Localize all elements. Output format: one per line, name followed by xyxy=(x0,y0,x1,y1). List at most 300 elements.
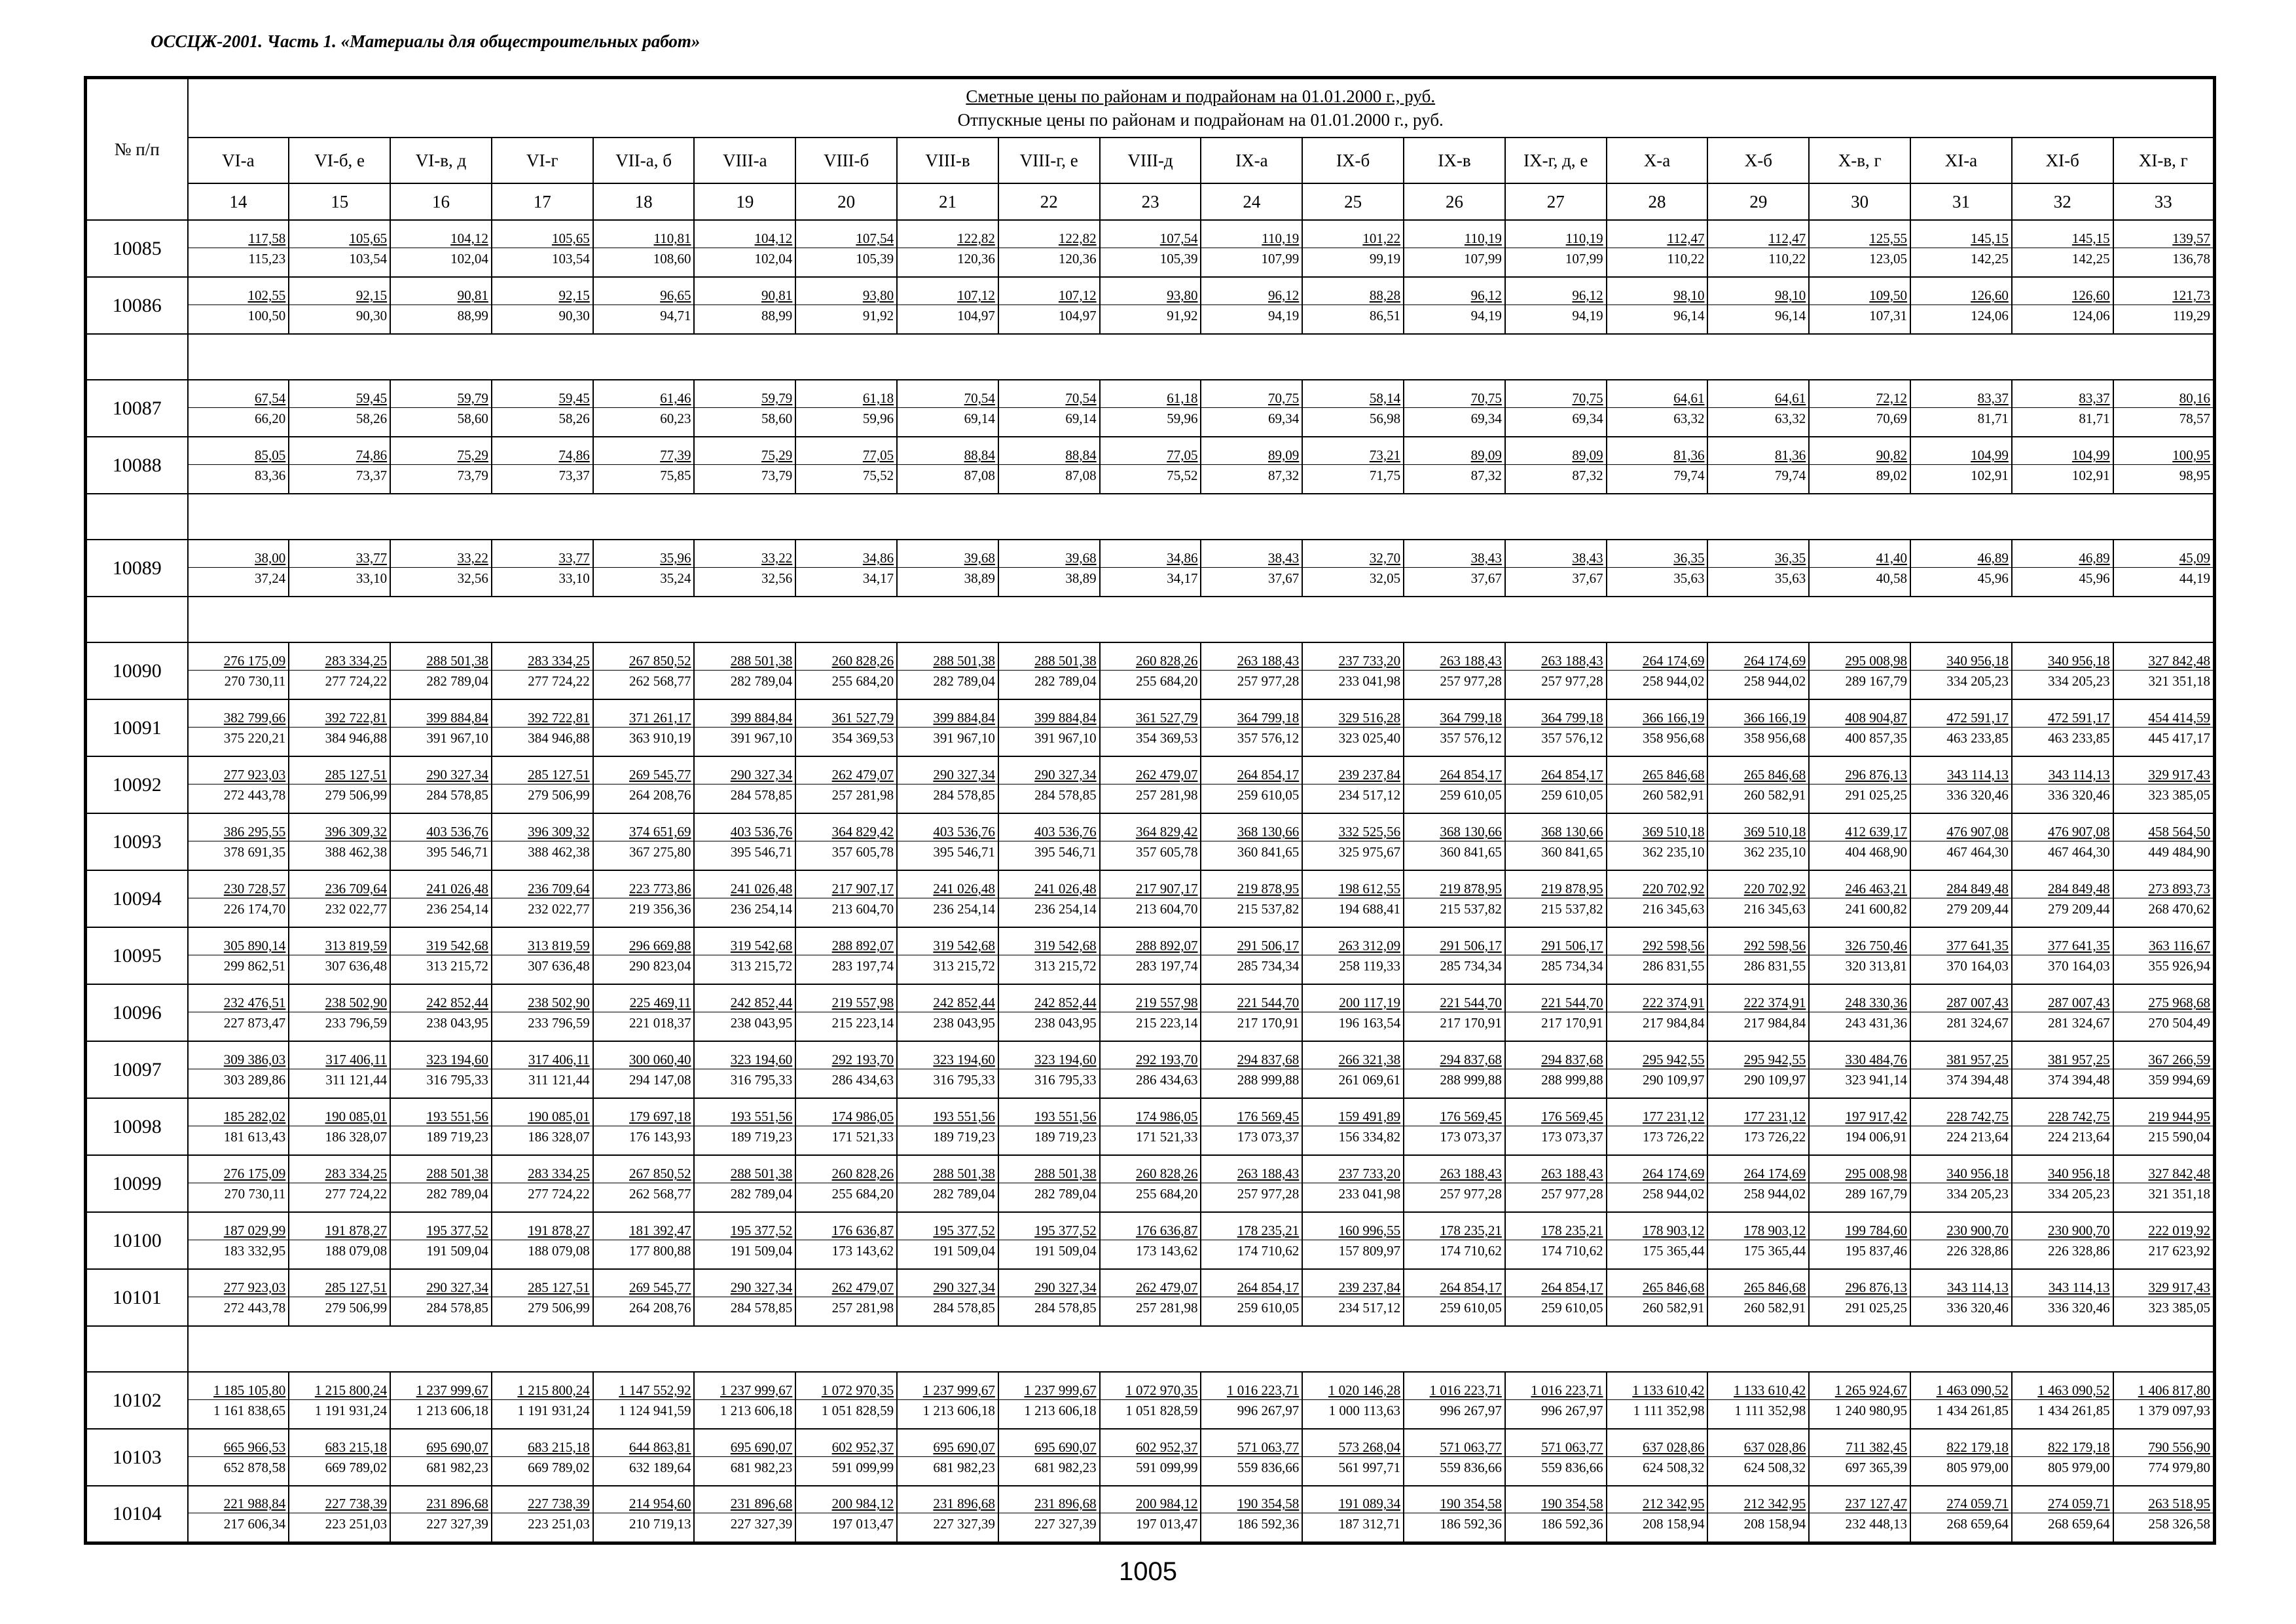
release-price: 257 977,28 xyxy=(1237,673,1300,689)
estimate-price: 340 956,18 xyxy=(2013,1163,2113,1183)
estimate-price: 377 641,35 xyxy=(1911,935,2011,955)
release-price: 290 823,04 xyxy=(629,958,691,974)
region-header: XI-б xyxy=(2012,138,2113,183)
release-price: 258 944,02 xyxy=(1743,673,1806,689)
release-price: 323 941,14 xyxy=(1845,1072,1908,1088)
price-cell xyxy=(1707,1269,1809,1326)
item-code: 10095 xyxy=(86,927,188,984)
price-cell xyxy=(998,1486,1100,1543)
estimate-price: 1 463 090,52 xyxy=(1911,1380,2011,1400)
region-header: IX-б xyxy=(1302,138,1404,183)
region-header: VI-б, е xyxy=(289,138,390,183)
price-cell xyxy=(1910,813,2012,870)
estimate-price: 212 342,95 xyxy=(1607,1493,1707,1513)
price-cell xyxy=(188,1429,289,1486)
estimate-price: 695 690,07 xyxy=(391,1437,491,1457)
estimate-price: 246 463,21 xyxy=(1810,878,1910,898)
price-cell xyxy=(1809,437,1910,494)
estimate-price: 264 174,69 xyxy=(1708,1163,1808,1183)
price-cell xyxy=(897,1372,998,1429)
release-price: 357 605,78 xyxy=(1135,844,1198,860)
estimate-price: 665 966,53 xyxy=(189,1437,289,1457)
price-cell xyxy=(289,699,390,756)
release-price: 59,96 xyxy=(862,411,894,426)
price-cell xyxy=(1505,1155,1607,1212)
price-cell xyxy=(2113,1429,2215,1486)
table-title-estimate: Сметные цены по районам и подрайонам на 01.01.2000 г., руб. xyxy=(966,86,1436,106)
release-price: 357 576,12 xyxy=(1237,730,1300,746)
estimate-price: 276 175,09 xyxy=(189,650,289,671)
estimate-price: 193 551,56 xyxy=(695,1106,795,1126)
release-price: 35,63 xyxy=(1775,570,1806,586)
estimate-price: 59,79 xyxy=(391,388,491,408)
estimate-price: 264 174,69 xyxy=(1607,1163,1707,1183)
item-code: 10096 xyxy=(86,984,188,1041)
estimate-price: 191 878,27 xyxy=(289,1220,390,1240)
estimate-price: 176 569,45 xyxy=(1201,1106,1302,1126)
price-cell xyxy=(1505,642,1607,699)
estimate-price: 260 828,26 xyxy=(796,650,896,671)
release-price: 213 604,70 xyxy=(831,901,894,917)
price-cell xyxy=(1505,1372,1607,1429)
release-price: 157 809,97 xyxy=(1338,1243,1401,1259)
estimate-price: 265 846,68 xyxy=(1708,764,1808,784)
price-cell xyxy=(1809,1098,1910,1155)
price-cell xyxy=(1100,699,1201,756)
estimate-price: 46,89 xyxy=(1911,547,2011,568)
release-price: 224 213,64 xyxy=(2048,1129,2110,1145)
estimate-price: 288 501,38 xyxy=(999,1163,1099,1183)
price-cell xyxy=(492,277,593,334)
price-cell xyxy=(1707,642,1809,699)
price-cell xyxy=(1302,1212,1404,1269)
estimate-price: 92,15 xyxy=(289,285,390,305)
table-title xyxy=(188,78,2215,138)
estimate-price: 343 114,13 xyxy=(2013,764,2113,784)
release-price: 87,08 xyxy=(964,468,995,483)
release-price: 260 582,91 xyxy=(1743,1300,1806,1316)
estimate-price: 109,50 xyxy=(1810,285,1910,305)
release-price: 208 158,94 xyxy=(1743,1516,1806,1532)
price-cell xyxy=(795,1372,897,1429)
estimate-price: 221 988,84 xyxy=(189,1493,289,1513)
price-cell xyxy=(694,1212,795,1269)
price-cell xyxy=(1100,540,1201,597)
release-price: 191 509,04 xyxy=(730,1243,793,1259)
estimate-price: 292 193,70 xyxy=(1101,1049,1201,1069)
estimate-price: 287 007,43 xyxy=(2013,992,2113,1012)
section-separator-row xyxy=(86,494,2215,540)
estimate-price: 408 904,87 xyxy=(1810,707,1910,728)
release-price: 98,95 xyxy=(2179,468,2210,483)
price-cell xyxy=(390,927,492,984)
release-price: 189 719,23 xyxy=(426,1129,488,1145)
price-cell xyxy=(1707,540,1809,597)
release-price: 279 506,99 xyxy=(528,787,590,803)
release-price: 313 215,72 xyxy=(1034,958,1097,974)
release-price: 232 022,77 xyxy=(325,901,388,917)
estimate-price: 228 742,75 xyxy=(2013,1106,2113,1126)
price-cell xyxy=(1100,1429,1201,1486)
price-cell xyxy=(1302,699,1404,756)
estimate-price: 112,47 xyxy=(1607,228,1707,248)
price-cell xyxy=(1607,1486,1708,1543)
release-price: 175 365,44 xyxy=(1743,1243,1806,1259)
price-cell xyxy=(2113,870,2215,927)
estimate-price: 89,09 xyxy=(1404,445,1504,465)
price-cell xyxy=(1302,813,1404,870)
price-cell xyxy=(390,380,492,437)
estimate-price: 323 194,60 xyxy=(695,1049,795,1069)
column-index-header: 18 xyxy=(593,183,695,220)
estimate-price: 61,18 xyxy=(1101,388,1201,408)
release-price: 286 434,63 xyxy=(1135,1072,1198,1088)
estimate-price: 110,81 xyxy=(594,228,694,248)
estimate-price: 1 237 999,67 xyxy=(391,1380,491,1400)
price-cell xyxy=(593,380,695,437)
release-price: 669 789,02 xyxy=(325,1460,388,1475)
release-price: 33,10 xyxy=(355,570,388,586)
estimate-price: 291 506,17 xyxy=(1404,935,1504,955)
release-price: 384 946,88 xyxy=(325,730,388,746)
release-price: 316 795,33 xyxy=(426,1072,488,1088)
estimate-price: 70,54 xyxy=(898,388,998,408)
price-cell xyxy=(795,1212,897,1269)
price-cell xyxy=(1809,699,1910,756)
release-price: 291 025,25 xyxy=(1845,1300,1908,1316)
price-cell xyxy=(188,699,289,756)
price-cell xyxy=(1201,380,1302,437)
estimate-price: 242 852,44 xyxy=(391,992,491,1012)
estimate-price: 176 636,87 xyxy=(1101,1220,1201,1240)
release-price: 282 789,04 xyxy=(426,1186,488,1202)
estimate-price: 283 334,25 xyxy=(289,1163,390,1183)
price-cell xyxy=(390,642,492,699)
estimate-price: 77,39 xyxy=(594,445,694,465)
estimate-price: 107,12 xyxy=(999,285,1099,305)
release-price: 88,99 xyxy=(457,308,488,323)
separator-cell xyxy=(188,334,2215,380)
price-cell xyxy=(593,1429,695,1486)
price-cell xyxy=(492,699,593,756)
release-price: 107,31 xyxy=(1869,308,1908,323)
price-cell xyxy=(694,870,795,927)
estimate-price: 193 551,56 xyxy=(898,1106,998,1126)
item-code: 10086 xyxy=(86,277,188,334)
estimate-price: 368 130,66 xyxy=(1506,821,1606,841)
estimate-price: 364 829,42 xyxy=(796,821,896,841)
price-cell xyxy=(2113,1155,2215,1212)
estimate-price: 217 907,17 xyxy=(796,878,896,898)
release-price: 70,69 xyxy=(1876,411,1908,426)
column-index-header: 27 xyxy=(1505,183,1607,220)
price-cell xyxy=(998,380,1100,437)
column-index-header: 22 xyxy=(998,183,1100,220)
release-price: 652 878,58 xyxy=(223,1460,286,1475)
release-price: 227 327,39 xyxy=(730,1516,793,1532)
price-cell xyxy=(897,813,998,870)
price-cell xyxy=(188,1486,289,1543)
table-row xyxy=(86,813,2215,870)
estimate-price: 232 476,51 xyxy=(189,992,289,1012)
release-price: 238 043,95 xyxy=(426,1015,488,1031)
price-cell xyxy=(1707,927,1809,984)
estimate-price: 222 019,92 xyxy=(2114,1220,2213,1240)
estimate-price: 296 876,13 xyxy=(1810,764,1910,784)
price-cell xyxy=(1100,1486,1201,1543)
price-cell xyxy=(289,540,390,597)
release-price: 290 109,97 xyxy=(1642,1072,1705,1088)
price-cell xyxy=(1809,1155,1910,1212)
estimate-price: 221 544,70 xyxy=(1404,992,1504,1012)
estimate-price: 317 406,11 xyxy=(492,1049,592,1069)
release-price: 189 719,23 xyxy=(1034,1129,1097,1145)
release-price: 75,85 xyxy=(660,468,691,483)
price-cell xyxy=(1302,870,1404,927)
estimate-price: 88,84 xyxy=(999,445,1099,465)
estimate-price: 36,35 xyxy=(1708,547,1808,568)
estimate-price: 265 846,68 xyxy=(1607,1277,1707,1297)
price-cell xyxy=(289,277,390,334)
estimate-price: 220 702,92 xyxy=(1607,878,1707,898)
price-cell xyxy=(1607,1269,1708,1326)
estimate-price: 330 484,76 xyxy=(1810,1049,1910,1069)
estimate-price: 295 008,98 xyxy=(1810,1163,1910,1183)
release-price: 174 710,62 xyxy=(1237,1243,1300,1259)
release-price: 681 982,23 xyxy=(933,1460,995,1475)
release-price: 255 684,20 xyxy=(1135,673,1198,689)
estimate-price: 294 837,68 xyxy=(1506,1049,1606,1069)
estimate-price: 296 669,88 xyxy=(594,935,694,955)
price-cell xyxy=(390,756,492,813)
release-price: 173 073,37 xyxy=(1440,1129,1502,1145)
estimate-price: 96,65 xyxy=(594,285,694,305)
price-cell xyxy=(1707,870,1809,927)
release-price: 358 956,68 xyxy=(1642,730,1705,746)
release-price: 1 191 931,24 xyxy=(314,1403,388,1418)
release-price: 591 099,99 xyxy=(831,1460,894,1475)
estimate-price: 177 231,12 xyxy=(1708,1106,1808,1126)
price-cell xyxy=(1607,1155,1708,1212)
estimate-price: 101,22 xyxy=(1303,228,1403,248)
estimate-price: 77,05 xyxy=(1101,445,1201,465)
release-price: 189 719,23 xyxy=(730,1129,793,1145)
estimate-price: 264 854,17 xyxy=(1404,764,1504,784)
release-price: 281 324,67 xyxy=(2048,1015,2110,1031)
release-price: 277 724,22 xyxy=(528,673,590,689)
release-price: 59,96 xyxy=(1167,411,1198,426)
price-cell xyxy=(998,927,1100,984)
release-price: 257 977,28 xyxy=(1541,673,1603,689)
estimate-price: 34,86 xyxy=(1101,547,1201,568)
release-price: 105,39 xyxy=(856,251,894,267)
estimate-price: 263 188,43 xyxy=(1506,650,1606,671)
estimate-price: 369 510,18 xyxy=(1607,821,1707,841)
separator-cell xyxy=(86,1326,188,1372)
price-cell xyxy=(1607,813,1708,870)
release-price: 191 509,04 xyxy=(426,1243,488,1259)
estimate-price: 290 327,34 xyxy=(391,764,491,784)
price-cell xyxy=(1505,699,1607,756)
estimate-price: 327 842,48 xyxy=(2114,1163,2213,1183)
region-header: X-а xyxy=(1607,138,1708,183)
price-cell xyxy=(1607,870,1708,927)
table-row xyxy=(86,1269,2215,1326)
price-cell xyxy=(1302,642,1404,699)
price-cell xyxy=(2113,1212,2215,1269)
price-cell xyxy=(694,277,795,334)
price-cell xyxy=(1201,1041,1302,1098)
estimate-price: 1 265 924,67 xyxy=(1810,1380,1910,1400)
release-price: 194 006,91 xyxy=(1845,1129,1908,1145)
item-code: 10091 xyxy=(86,699,188,756)
release-price: 94,19 xyxy=(1268,308,1300,323)
price-cell xyxy=(2113,984,2215,1041)
estimate-price: 277 923,03 xyxy=(189,1277,289,1297)
estimate-price: 288 501,38 xyxy=(695,650,795,671)
estimate-price: 61,46 xyxy=(594,388,694,408)
release-price: 370 164,03 xyxy=(2048,958,2110,974)
release-price: 236 254,14 xyxy=(1034,901,1097,917)
release-price: 174 710,62 xyxy=(1541,1243,1603,1259)
estimate-price: 105,65 xyxy=(289,228,390,248)
price-cell xyxy=(188,870,289,927)
release-price: 188 079,08 xyxy=(528,1243,590,1259)
price-cell xyxy=(593,1212,695,1269)
release-price: 63,32 xyxy=(1775,411,1806,426)
release-price: 1 051 828,59 xyxy=(1125,1403,1198,1418)
release-price: 288 999,88 xyxy=(1440,1072,1502,1088)
release-price: 1 213 606,18 xyxy=(720,1403,793,1418)
price-cell xyxy=(188,1098,289,1155)
release-price: 37,67 xyxy=(1268,570,1300,586)
release-price: 255 684,20 xyxy=(831,673,894,689)
price-cell xyxy=(1809,1372,1910,1429)
price-cell xyxy=(1201,1372,1302,1429)
price-cell xyxy=(2012,277,2113,334)
price-cell xyxy=(1607,984,1708,1041)
estimate-price: 112,47 xyxy=(1708,228,1808,248)
release-price: 774 979,80 xyxy=(2148,1460,2210,1475)
release-price: 40,58 xyxy=(1876,570,1908,586)
release-price: 277 724,22 xyxy=(325,1186,388,1202)
release-price: 697 365,39 xyxy=(1845,1460,1908,1475)
release-price: 171 521,33 xyxy=(1135,1129,1198,1145)
estimate-price: 75,29 xyxy=(695,445,795,465)
estimate-price: 33,77 xyxy=(492,547,592,568)
price-cell xyxy=(795,870,897,927)
release-price: 87,32 xyxy=(1572,468,1603,483)
estimate-price: 1 406 817,80 xyxy=(2114,1380,2213,1400)
release-price: 279 209,44 xyxy=(1946,901,2009,917)
price-cell xyxy=(2113,380,2215,437)
estimate-price: 190 085,01 xyxy=(492,1106,592,1126)
price-cell xyxy=(2012,699,2113,756)
estimate-price: 264 854,17 xyxy=(1506,1277,1606,1297)
price-cell xyxy=(1100,1041,1201,1098)
release-price: 260 582,91 xyxy=(1642,787,1705,803)
price-cell xyxy=(1910,1212,2012,1269)
price-cell xyxy=(188,220,289,277)
release-price: 258 944,02 xyxy=(1642,673,1705,689)
estimate-price: 267 850,52 xyxy=(594,650,694,671)
item-code: 10098 xyxy=(86,1098,188,1155)
release-price: 1 124 941,59 xyxy=(619,1403,691,1418)
release-price: 120,36 xyxy=(957,251,995,267)
price-cell xyxy=(1302,1372,1404,1429)
estimate-price: 121,73 xyxy=(2114,285,2213,305)
estimate-price: 70,75 xyxy=(1506,388,1606,408)
release-price: 279 506,99 xyxy=(325,1300,388,1316)
price-cell xyxy=(390,813,492,870)
release-price: 227 327,39 xyxy=(1034,1516,1097,1532)
release-price: 284 578,85 xyxy=(426,1300,488,1316)
estimate-price: 363 116,67 xyxy=(2114,935,2213,955)
price-cell xyxy=(188,984,289,1041)
estimate-price: 291 506,17 xyxy=(1506,935,1606,955)
region-header: VIII-д xyxy=(1100,138,1201,183)
price-cell xyxy=(1404,642,1505,699)
estimate-price: 88,28 xyxy=(1303,285,1403,305)
release-price: 257 977,28 xyxy=(1237,1186,1300,1202)
item-code: 10088 xyxy=(86,437,188,494)
release-price: 559 836,66 xyxy=(1541,1460,1603,1475)
release-price: 284 578,85 xyxy=(426,787,488,803)
release-price: 805 979,00 xyxy=(1946,1460,2009,1475)
price-cell xyxy=(1910,380,2012,437)
release-price: 334 205,23 xyxy=(1946,1186,2009,1202)
estimate-price: 242 852,44 xyxy=(898,992,998,1012)
price-cell xyxy=(2012,1098,2113,1155)
price-cell xyxy=(492,1269,593,1326)
price-cell xyxy=(593,699,695,756)
release-price: 94,71 xyxy=(660,308,691,323)
estimate-price: 283 334,25 xyxy=(289,650,390,671)
estimate-price: 89,09 xyxy=(1506,445,1606,465)
price-cell xyxy=(593,1372,695,1429)
estimate-price: 73,21 xyxy=(1303,445,1403,465)
price-cell xyxy=(694,984,795,1041)
table-row xyxy=(86,1212,2215,1269)
price-cell xyxy=(390,1041,492,1098)
price-cell xyxy=(998,699,1100,756)
release-price: 996 267,97 xyxy=(1541,1403,1603,1418)
release-price: 294 147,08 xyxy=(629,1072,691,1088)
estimate-price: 242 852,44 xyxy=(999,992,1099,1012)
estimate-price: 74,86 xyxy=(492,445,592,465)
estimate-price: 364 829,42 xyxy=(1101,821,1201,841)
estimate-price: 222 374,91 xyxy=(1708,992,1808,1012)
release-price: 197 013,47 xyxy=(831,1516,894,1532)
price-cell xyxy=(1809,1212,1910,1269)
release-price: 358 956,68 xyxy=(1743,730,1806,746)
price-cell xyxy=(1707,220,1809,277)
item-code: 10100 xyxy=(86,1212,188,1269)
release-price: 260 582,91 xyxy=(1642,1300,1705,1316)
estimate-price: 195 377,52 xyxy=(695,1220,795,1240)
release-price: 996 267,97 xyxy=(1237,1403,1300,1418)
price-cell xyxy=(2012,642,2113,699)
price-cell xyxy=(2012,927,2113,984)
estimate-price: 313 819,59 xyxy=(289,935,390,955)
price-cell xyxy=(1404,756,1505,813)
release-price: 234 517,12 xyxy=(1338,1300,1401,1316)
price-cell xyxy=(1607,1212,1708,1269)
estimate-price: 382 799,66 xyxy=(189,707,289,728)
release-price: 288 999,88 xyxy=(1237,1072,1300,1088)
estimate-price: 319 542,68 xyxy=(898,935,998,955)
column-index-header: 20 xyxy=(795,183,897,220)
